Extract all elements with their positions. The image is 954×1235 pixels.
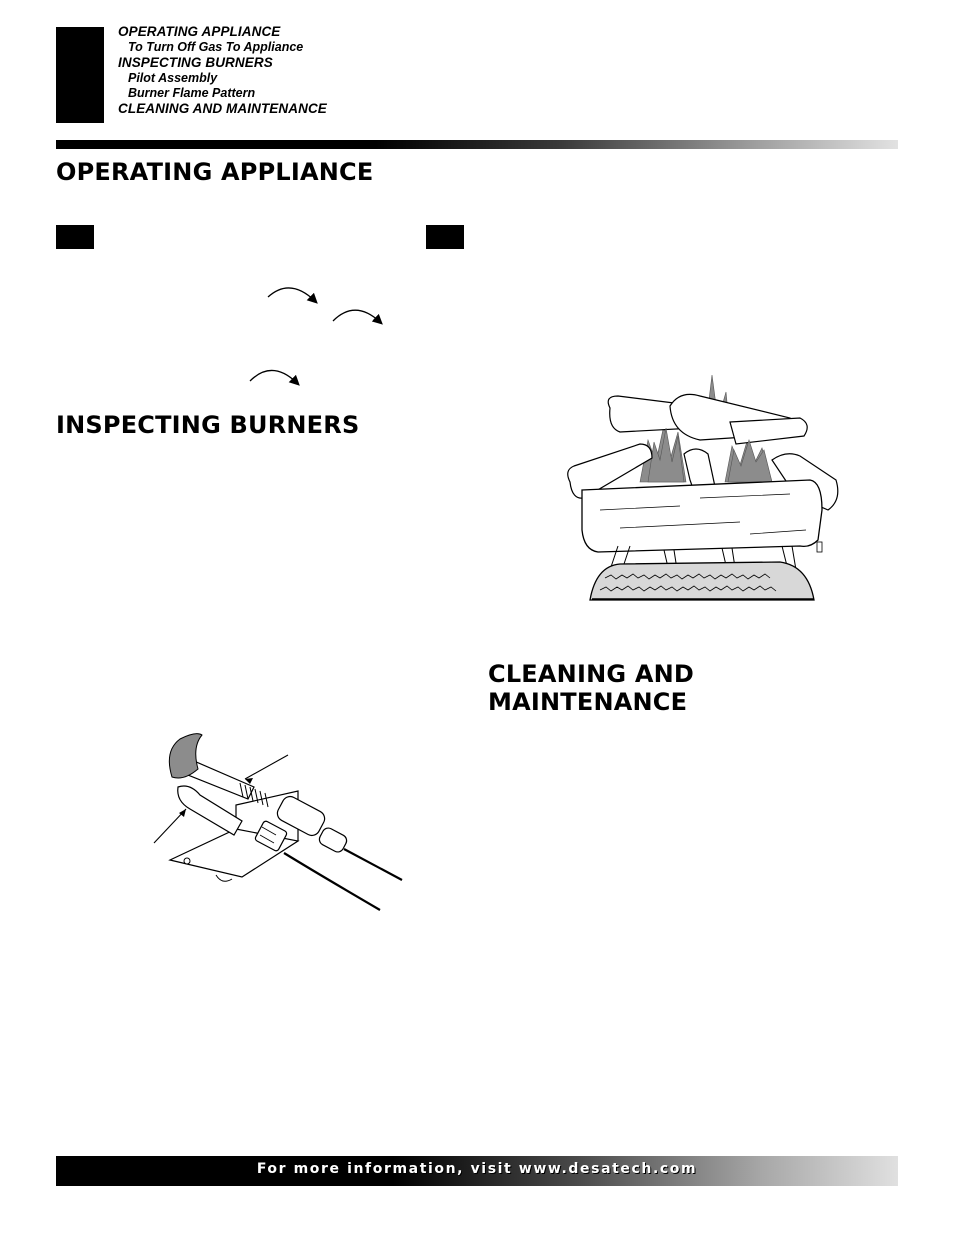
toc-item-pilot-assembly[interactable]: Pilot Assembly [128, 71, 218, 85]
step-marker-left [56, 225, 94, 249]
toc-item-operating-appliance[interactable]: OPERATING APPLIANCE [118, 24, 281, 39]
footer-gradient-bar [56, 1156, 898, 1186]
toc-item-burner-flame-pattern[interactable]: Burner Flame Pattern [128, 86, 256, 100]
toc-item-inspecting-burners[interactable]: INSPECTING BURNERS [118, 55, 273, 70]
rotation-arrow-icon [240, 275, 400, 395]
pilot-assembly-illustration [150, 725, 410, 920]
heading-cleaning-line2: MAINTENANCE [488, 688, 688, 716]
heading-cleaning-line1: CLEANING AND [488, 660, 695, 688]
header-gradient-bar [56, 140, 898, 149]
page-number-tab [56, 27, 104, 123]
heading-cleaning-maintenance [488, 660, 694, 716]
toc-item-cleaning-maintenance[interactable]: CLEANING AND MAINTENANCE [118, 101, 327, 116]
step-marker-right [426, 225, 464, 249]
heading-inspecting-burners: INSPECTING BURNERS [56, 411, 360, 439]
table-of-contents [118, 24, 327, 117]
heading-operating-appliance: OPERATING APPLIANCE [56, 158, 374, 186]
toc-item-turn-off-gas[interactable]: To Turn Off Gas To Appliance [128, 40, 304, 54]
log-set-flame-illustration [560, 370, 840, 605]
footer-website-link[interactable]: For more information, visit www.desatech.com [256, 1161, 698, 1177]
